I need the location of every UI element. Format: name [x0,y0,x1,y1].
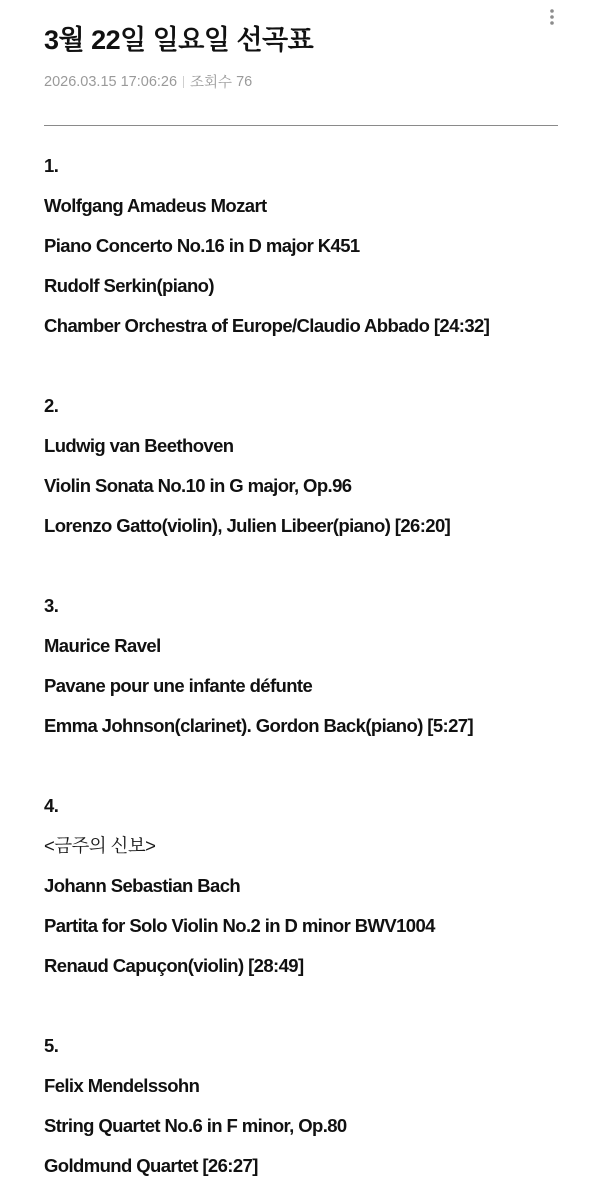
performer-duration: Goldmund Quartet [26:27] [44,1155,258,1176]
post-title: 3월 22일 일요일 선곡표 [44,25,314,55]
work-title: Partita for Solo Violin No.2 in D minor BWV1004 [44,915,435,936]
header-divider [44,125,558,126]
composer: Ludwig van Beethoven [44,435,234,456]
composer: Maurice Ravel [44,635,161,656]
post-meta [44,71,252,92]
playlist [44,153,584,1200]
entry-number: 1. [44,155,59,176]
entry-number: 4. [44,795,59,816]
playlist-entry [44,593,584,753]
meta-separator [183,76,184,88]
entry-number: 5. [44,1035,59,1056]
playlist-entry [44,393,584,553]
performer-duration: Emma Johnson(clarinet). Gordon Back(piano) [5:27] [44,715,474,736]
performer-duration: Chamber Orchestra of Europe/Claudio Abbado [24:32] [44,315,490,336]
work-title: String Quartet No.6 in F minor, Op.80 [44,1115,347,1136]
work-title: Pavane pour une infante défunte [44,675,313,696]
entry-number: 3. [44,595,59,616]
more-options-button[interactable] [542,4,562,30]
post-date: 2026.03.15 17:06:26 [44,73,178,90]
playlist-entry [44,1033,584,1193]
performer-duration: Renaud Capuçon(violin) [28:49] [44,955,304,976]
playlist-entry [44,793,584,993]
composer: Johann Sebastian Bach [44,875,241,896]
work-title: Violin Sonata No.10 in G major, Op.96 [44,475,352,496]
work-title: Piano Concerto No.16 in D major K451 [44,235,360,256]
more-vertical-icon [542,4,562,30]
playlist-entry [44,153,584,353]
performer-duration: Lorenzo Gatto(violin), Julien Libeer(piano) [26:20] [44,515,451,536]
entry-number: 2. [44,395,59,416]
view-count: 76 [236,73,253,90]
performer: Rudolf Serkin(piano) [44,275,214,296]
view-count-label: 조회수 [190,75,233,91]
composer: Felix Mendelssohn [44,1075,200,1096]
composer: Wolfgang Amadeus Mozart [44,195,267,216]
new-release-note: <금주의 신보> [44,835,156,856]
